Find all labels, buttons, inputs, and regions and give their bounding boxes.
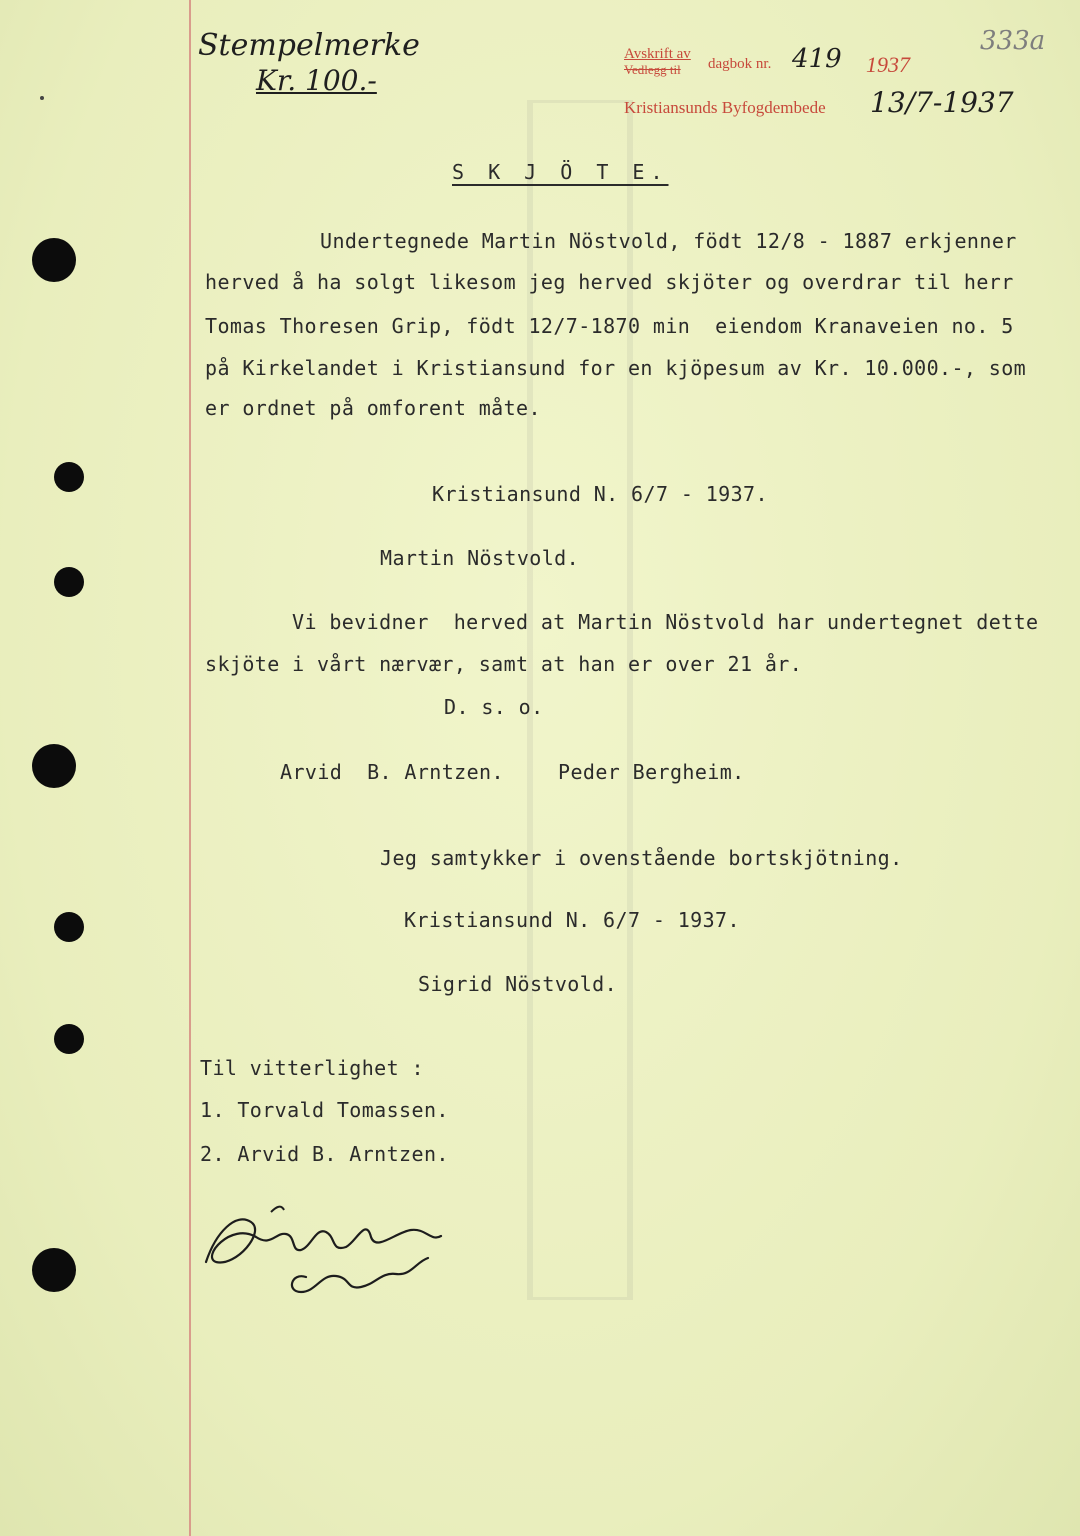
- punch-hole: [32, 744, 76, 788]
- stamp-note-line1: Stempelmerke: [198, 28, 420, 63]
- witness-name: Arvid B. Arntzen.: [280, 760, 504, 784]
- place-date: Kristiansund N. 6/7 - 1937.: [404, 908, 740, 932]
- place-date: Kristiansund N. 6/7 - 1937.: [432, 482, 768, 506]
- witness-line: Vi bevidner herved at Martin Nöstvold har undertegnet dette: [292, 610, 1039, 634]
- vitterlighet-witness: 1. Torvald Tomassen.: [200, 1098, 449, 1122]
- stamp-vedlegg-label: Vedlegg til: [624, 62, 681, 77]
- body-line: på Kirkelandet i Kristiansund for en kjöpesum av Kr. 10.000.-, som: [205, 356, 1027, 380]
- body-line: Tomas Thoresen Grip, födt 12/7-1870 min eiendom Kranaveien no. 5: [205, 314, 1014, 338]
- handwritten-signature: [196, 1192, 456, 1302]
- body-line: Undertegnede Martin Nöstvold, födt 12/8 - 1887 erkjenner: [320, 229, 1017, 253]
- speck: [40, 96, 44, 100]
- body-line: herved å ha solgt likesom jeg herved skjöter og overdrar til herr: [205, 270, 1014, 294]
- page-number: 333a: [980, 26, 1046, 56]
- stamp-office: Kristiansunds Byfogdembede: [624, 98, 826, 117]
- stamp-dagbok-label: dagbok nr.: [708, 56, 772, 72]
- punch-hole: [32, 1248, 76, 1292]
- dso-note: D. s. o.: [444, 695, 544, 719]
- signer-name: Sigrid Nöstvold.: [418, 972, 618, 996]
- stamp-note-line2: Kr. 100.-: [256, 64, 377, 97]
- dagbok-year: 1937: [866, 52, 910, 77]
- dagbok-number: 419: [792, 44, 842, 74]
- document-title: S K J Ö T E.: [452, 160, 669, 184]
- witness-line: skjöte i vårt nærvær, samt at han er over 21 år.: [205, 652, 803, 676]
- vitterlighet-label: Til vitterlighet :: [200, 1056, 424, 1080]
- signer-name: Martin Nöstvold.: [380, 546, 580, 570]
- punch-hole: [54, 1024, 84, 1054]
- punch-hole: [54, 462, 84, 492]
- punch-hole: [54, 567, 84, 597]
- vitterlighet-witness: 2. Arvid B. Arntzen.: [200, 1142, 449, 1166]
- margin-rule: [189, 0, 191, 1536]
- consent-statement: Jeg samtykker i ovenstående bortskjötning.: [380, 846, 903, 870]
- punch-hole: [32, 238, 76, 282]
- punch-hole: [54, 912, 84, 942]
- witness-name: Peder Bergheim.: [558, 760, 745, 784]
- stamp-avskrift-label: Avskrift av: [624, 46, 691, 62]
- body-line: er ordnet på omforent måte.: [205, 396, 541, 420]
- office-date: 13/7-1937: [870, 86, 1014, 119]
